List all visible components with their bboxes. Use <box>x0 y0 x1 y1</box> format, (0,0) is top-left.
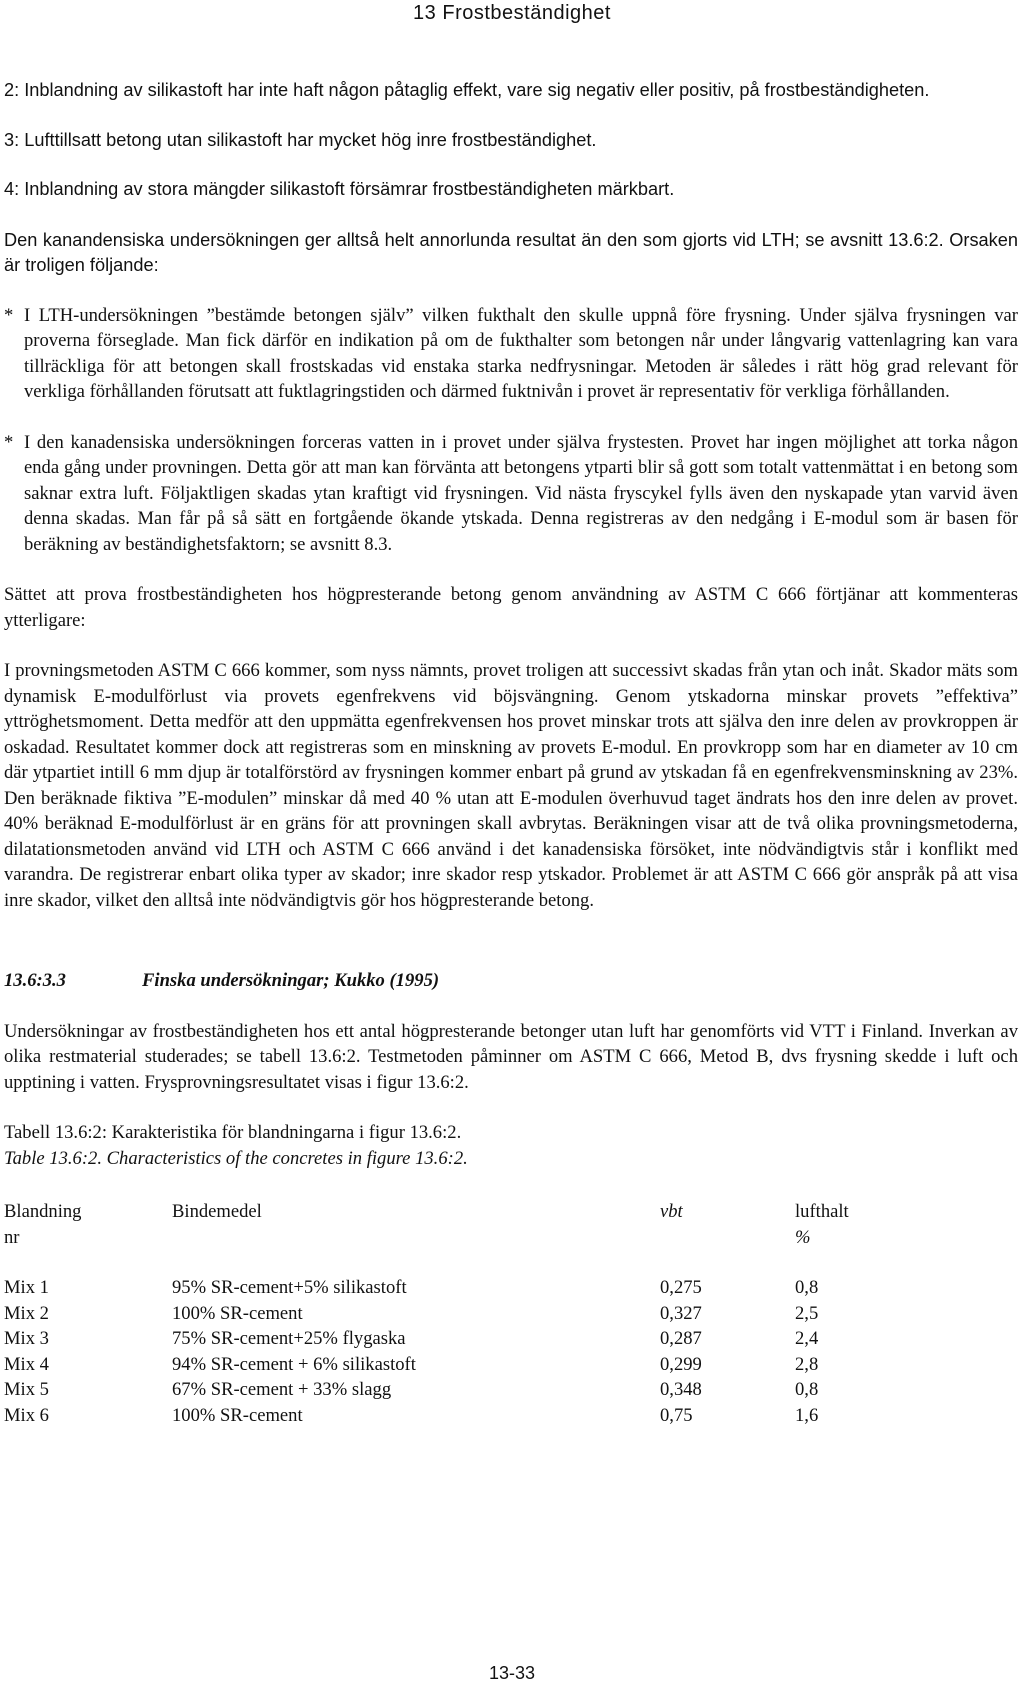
running-header: 13 Frostbeständighet <box>413 2 611 24</box>
header-bindemedel: Bindemedel <box>172 1201 262 1222</box>
item-label: 2: <box>4 80 20 100</box>
cell-air: 0,8 <box>795 1277 819 1298</box>
bullet-lth <box>4 303 1018 405</box>
cell-binder: 94% SR-cement + 6% silikastoft <box>172 1353 416 1375</box>
conclusion-item-3 <box>4 128 1018 154</box>
item-text: Inblandning av silikastoft har inte haft någon påtaglig effekt, vare sig negativ eller positiv, på frostbeständigheten. <box>24 80 930 100</box>
astm-discussion-paragraph: I provningsmetoden ASTM C 666 kommer, som nyss nämnts, provet troligen att successivt skadas från ytan och inåt. Skador mäts som dynamisk E-modulförlust via provets egenfrekvens vid böjsvängning. Genom ytskadorna minskar provets ”effektiva” yttröghetsmoment. Detta medför att den uppmätta egenfrekvensen hos provet minskar trots att själva den inre delen av provkroppen är oskadad. Resultatet kommer dock att registreras som en minskning av provets E-modul. En provkropp som har en diameter av 10 cm där ytpartiet intill 6 mm djup är totalförstörd av frysningen kommer enbart på grund av ytskadan få en egenfrekvensminskning av 23%. Den beräknade fiktiva ”E-modulen” minskar då med 40 % utan att E-modulen överhuvud taget ändrats hos den inre delen av provet. 40% beräknad E-modulförlust är en gräns för att provningen skall avbrytas. Beräkningen visar att de två olika provningsmetoderna, dilatationsmetoden använd vid LTH och ASTM C 666 använd i det kanadensiska försöket, inte nödvändigtvis står i konflikt med varandra. De registrerar enbart olika typer av skador; inre skador resp ytskador. Problemet är att ASTM C 666 gör anspråk på att visa inre skador, vilket den alltså inte nödvändigtvis gör hos högpresterande betong. <box>4 660 1018 911</box>
table-row <box>4 1377 915 1403</box>
cell-air: 1,6 <box>795 1404 819 1426</box>
cell-vbt: 0,75 <box>660 1404 693 1426</box>
cell-binder: 100% SR-cement <box>172 1404 303 1426</box>
canadian-comparison-paragraph: Den kanandensiska undersökningen ger alltså helt annorlunda resultat än den som gjorts vid LTH; se avsnitt 13.6:2. Orsaken är troligen följande: <box>4 229 1018 275</box>
table-row <box>4 1326 915 1352</box>
cell-mix: Mix 1 <box>4 1277 49 1298</box>
conclusion-item-2 <box>4 78 1018 104</box>
cell-vbt: 0,348 <box>660 1379 702 1400</box>
table-caption-english: Table 13.6:2. Characteristics of the concretes in figure 13.6:2. <box>4 1147 468 1169</box>
section-heading <box>4 968 1018 994</box>
page-body <box>4 78 1018 1428</box>
astm-intro-paragraph: Sättet att prova frostbeständigheten hos högpresterande betong genom användning av ASTM C 666 förtjänar att kommenteras ytterligare: <box>4 584 1018 631</box>
header-vbt: vbt <box>660 1201 683 1222</box>
section-number: 13.6:3.3 <box>4 970 66 991</box>
bullet-text: I den kanadensiska undersökningen forceras vatten in i provet under själva frystesten. Provet har ingen möjlighet att torka någon enda gång under provningen. Detta gör att man kan förvänta att betongens ytparti blir så gott som totalt vattenmättat i en betong som saknar extra luft. Följaktligen skadas ytan kraftigt vid frysningen. Vid nästa fryscykel fylls även den nyskapade ytan varvid även denna skadas. Man får på så sätt en fortgående ökande ytskada. Denna registreras av den nedgång i E-modul som är basen för beräkning av beständighetsfaktorn; se avsnitt 8.3. <box>24 431 1018 555</box>
mix-characteristics-table <box>4 1199 915 1428</box>
table-row <box>4 1301 915 1327</box>
table-row <box>4 1275 915 1301</box>
item-text: Lufttillsatt betong utan silikastoft har mycket hög inre frostbeständighet. <box>24 129 597 150</box>
finnish-study-paragraph: Undersökningar av frostbeständigheten hos ett antal högpresterande betonger utan luft har genomförts vid VTT i Finland. Inverkan av olika restmaterial studerades; se tabell 13.6:2. Testmetoden påminner om ASTM C 666, Metod B, dvs frysning skedde i luft och upptining i vatten. Frysprovningsresultatet visas i figur 13.6:2. <box>4 1020 1018 1093</box>
cell-vbt: 0,327 <box>660 1302 702 1324</box>
cell-binder: 75% SR-cement+25% flygaska <box>172 1328 406 1349</box>
table-header-row <box>4 1199 915 1225</box>
table-caption-swedish: Tabell 13.6:2: Karakteristika för blandningarna i figur 13.6:2. <box>4 1122 462 1143</box>
header-nr: nr <box>4 1226 20 1248</box>
item-text: Inblandning av stora mängder silikastoft försämrar frostbeständigheten märkbart. <box>24 179 675 199</box>
bullet-mark: * <box>4 431 14 453</box>
item-label: 3: <box>4 129 20 150</box>
cell-binder: 95% SR-cement+5% silikastoft <box>172 1277 407 1298</box>
cell-mix: Mix 3 <box>4 1328 49 1349</box>
table-header-row-2 <box>4 1225 915 1251</box>
cell-mix: Mix 5 <box>4 1379 49 1400</box>
cell-air: 2,4 <box>795 1328 819 1349</box>
header-lufthalt: lufthalt <box>795 1201 849 1222</box>
item-label: 4: <box>4 179 20 199</box>
table-caption <box>4 1120 1018 1171</box>
cell-mix: Mix 6 <box>4 1404 49 1426</box>
cell-vbt: 0,299 <box>660 1353 702 1375</box>
section-title: Finska undersökningar; Kukko (1995) <box>142 970 440 991</box>
cell-air: 2,8 <box>795 1353 819 1375</box>
page-number: 13-33 <box>488 1663 536 1683</box>
cell-air: 2,5 <box>795 1302 819 1324</box>
cell-binder: 100% SR-cement <box>172 1302 303 1324</box>
cell-vbt: 0,275 <box>660 1277 702 1298</box>
header-percent: % <box>795 1226 811 1248</box>
cell-binder: 67% SR-cement + 33% slagg <box>172 1379 392 1400</box>
cell-mix: Mix 2 <box>4 1302 49 1324</box>
cell-air: 0,8 <box>795 1379 819 1400</box>
bullet-mark: * <box>4 304 14 326</box>
cell-vbt: 0,287 <box>660 1328 702 1349</box>
table-row <box>4 1352 915 1378</box>
table-row <box>4 1403 915 1429</box>
bullet-text: I LTH-undersökningen ”bestämde betongen själv” vilken fukthalt den skulle uppnå före frysning. Under själva frysningen var proverna förseglade. Man fick därför en indikation på om de fukthalter som betongen når under långvarig vattenlagring kan vara tillräckliga för att betongen skall frostskadas vid enstaka starka nedfrysningar. Metoden är således i rätt hög grad relevant för verkliga förhållanden förutsatt att fuktlagringstiden och därmed fuktnivån i provet är representativ för verkliga förhållanden. <box>24 304 1018 402</box>
bullet-canadian <box>4 430 1018 558</box>
cell-mix: Mix 4 <box>4 1353 49 1375</box>
conclusion-item-4 <box>4 177 1018 203</box>
header-blandning: Blandning <box>4 1201 82 1222</box>
